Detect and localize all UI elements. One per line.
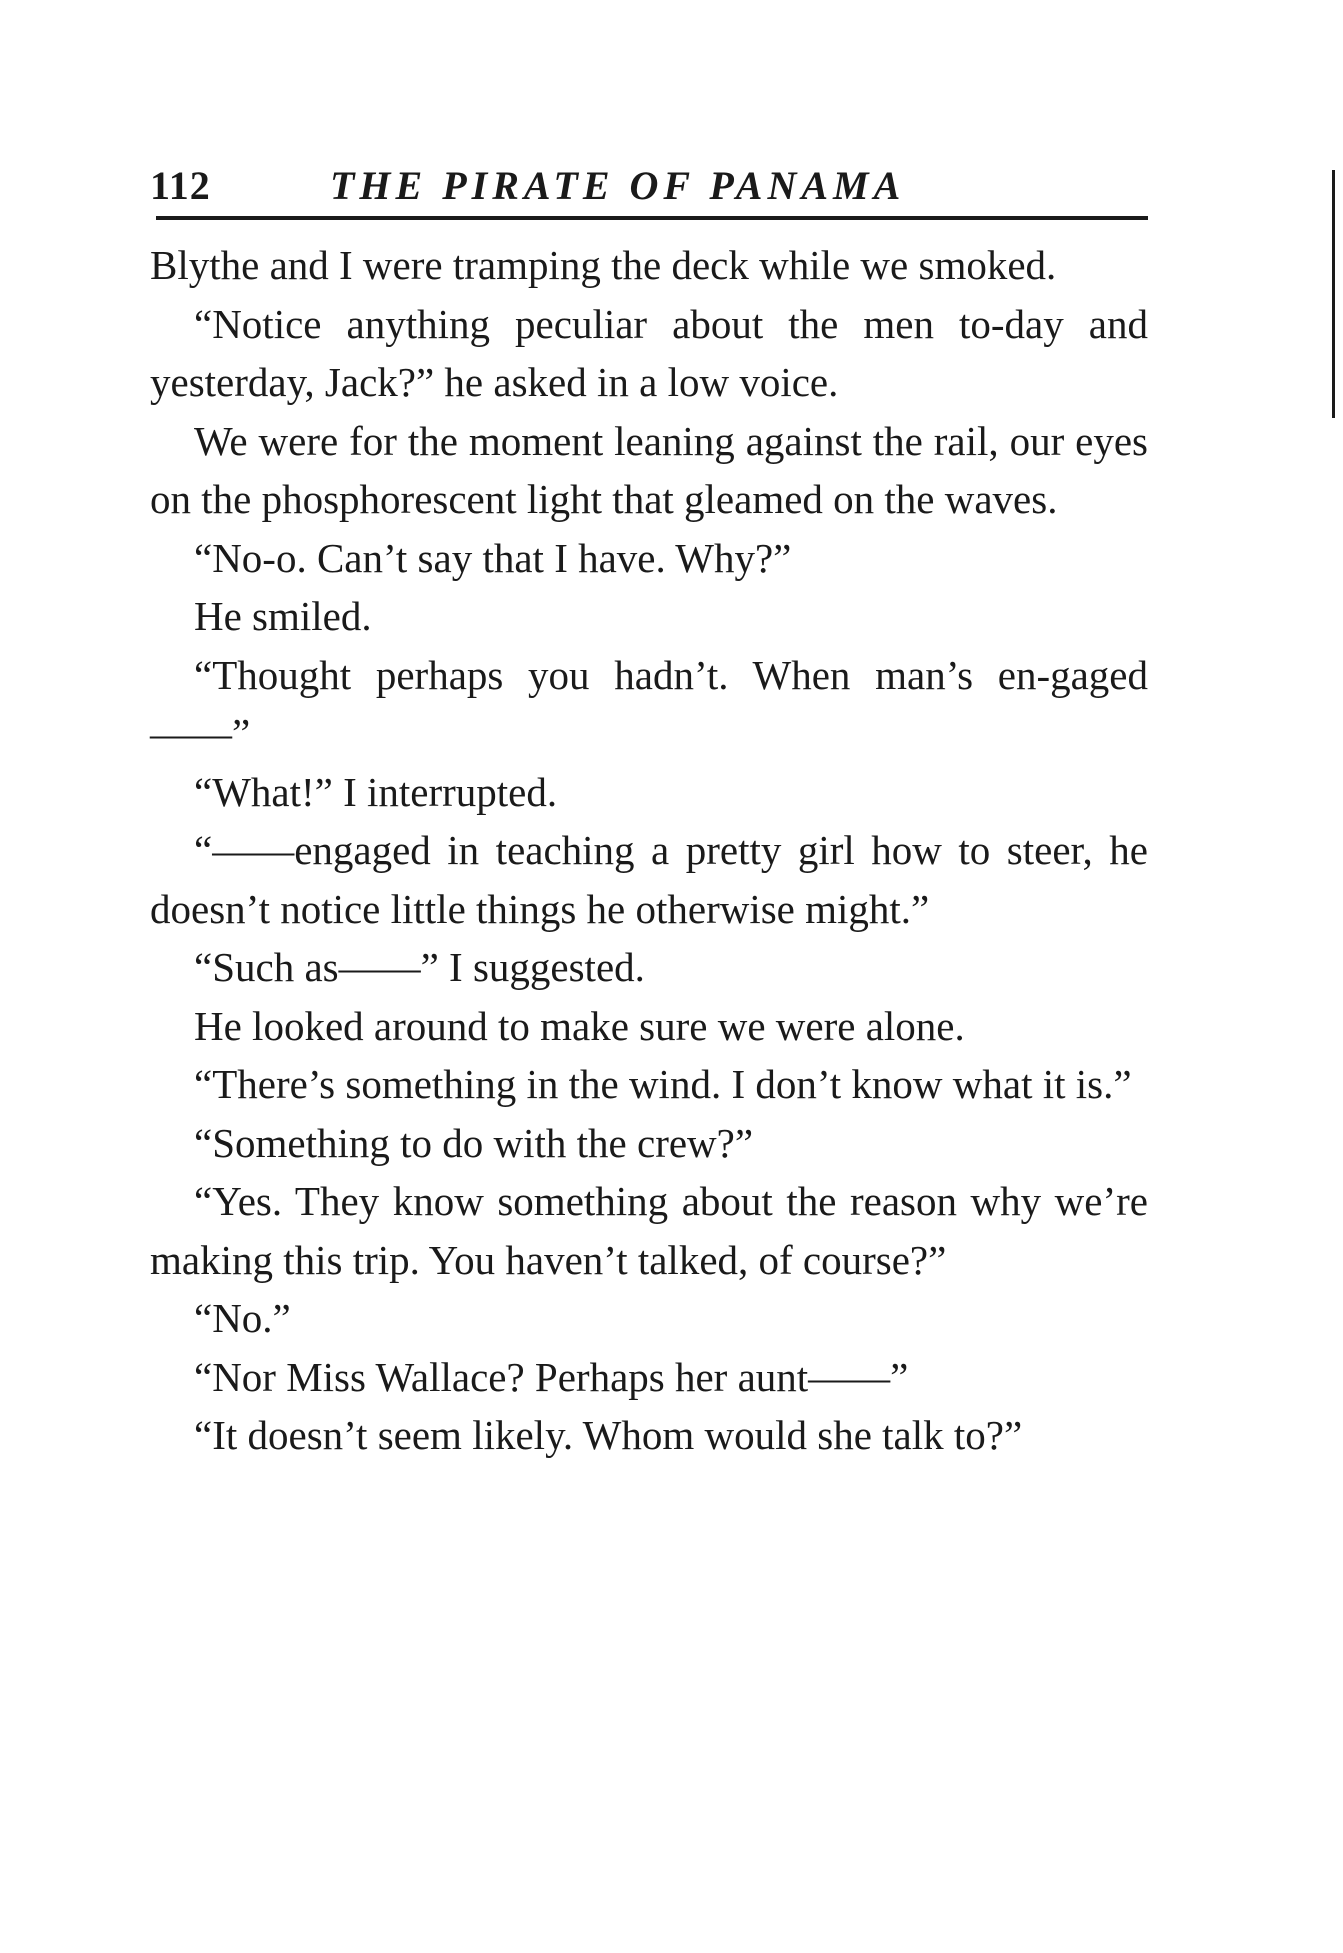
paragraph: “There’s something in the wind. I don’t know what it is.”: [194, 1061, 1132, 1107]
page-edge-mark: [1332, 170, 1335, 418]
book-page: [150, 160, 1148, 1465]
paragraph: “Such as——” I suggested.: [194, 944, 645, 990]
body-text: [150, 236, 1148, 1465]
paragraph: “What!” I interrupted.: [194, 768, 558, 815]
paragraph: “——engaged in teaching a pretty girl how to steer, he doesn’t notice little things he otherwise might.”: [150, 827, 1148, 932]
paragraph: “No-o. Can’t say that I have. Why?”: [194, 534, 792, 581]
paragraph: Blythe and I were tramping the deck while we smoked.: [150, 242, 1057, 288]
paragraph: “No.”: [194, 1295, 291, 1341]
header-rule: [156, 216, 1148, 220]
paragraph: “Thought perhaps you hadn’t. When man’s en-gaged——”: [150, 651, 1148, 756]
paragraph: “It doesn’t seem likely. Whom would she talk to?”: [194, 1412, 1023, 1458]
page-header: [150, 160, 1148, 216]
paragraph: “Notice anything peculiar about the men to-day and yesterday, Jack?” he asked in a low voice.: [150, 300, 1148, 405]
page-number: 112: [150, 163, 211, 208]
paragraph: “Nor Miss Wallace? Perhaps her aunt——”: [194, 1353, 909, 1400]
paragraph: We were for the moment leaning against the rail, our eyes on the phosphorescent light that gleamed on the waves.: [150, 417, 1148, 522]
running-title: THE PIRATE OF PANAMA: [330, 163, 906, 208]
paragraph: “Something to do with the crew?”: [194, 1119, 754, 1166]
paragraph: He smiled.: [194, 593, 372, 639]
paragraph: He looked around to make sure we were alone.: [194, 1002, 965, 1049]
paragraph: “Yes. They know something about the reason why we’re making this trip. You haven’t talked, of course?”: [150, 1178, 1148, 1283]
